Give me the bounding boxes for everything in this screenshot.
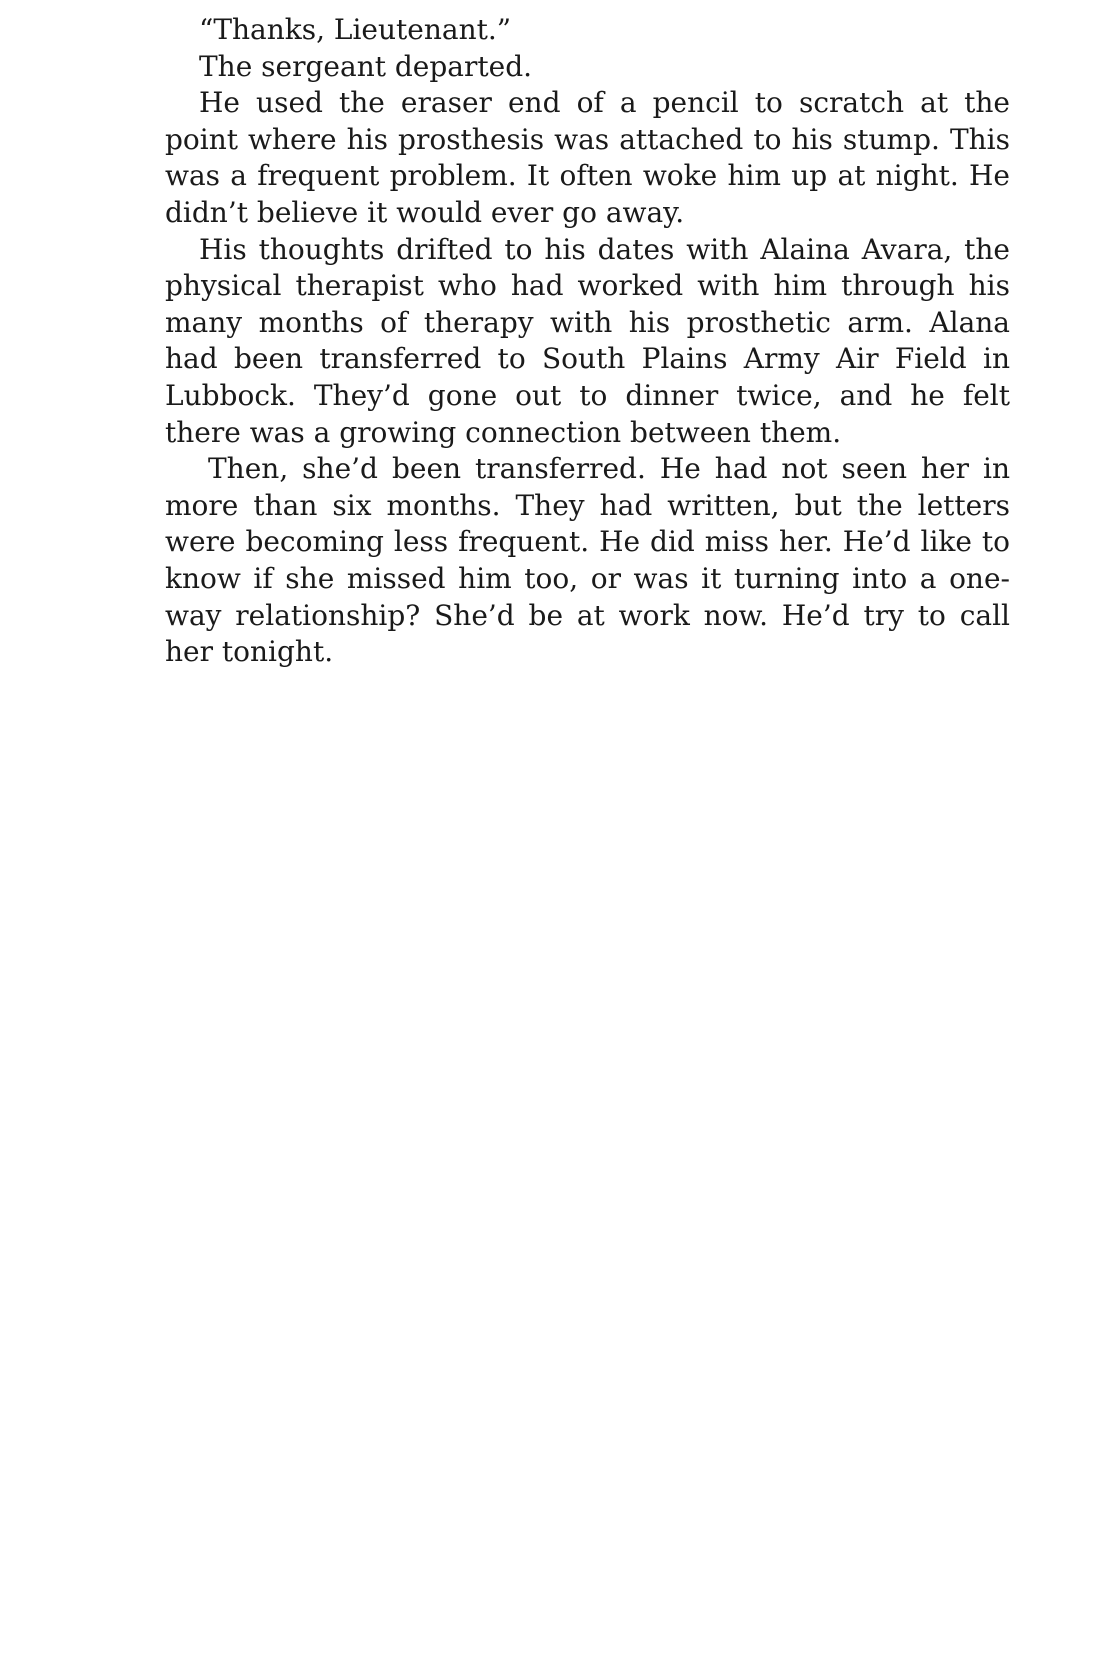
paragraph-prosthesis: He used the eraser end of a pencil to scratch at the point where his prosthesis was attached to his stump. This was a frequent problem. It often woke him up at night. He didn’t believe it would ever go away. bbox=[165, 86, 1010, 229]
paragraph-transferred: Then, she’d been transferred. He had not seen her in more than six months. They had written, but the letters were becoming less frequent. He did miss her. He’d like to know if she missed him too, or was it turning into a one-way relationship? She’d be at work now. He’d try to call her tonight. bbox=[165, 452, 1010, 669]
body-text bbox=[165, 12, 1010, 671]
paragraph-alaina: His thoughts drifted to his dates with Alaina Avara, the physical therapist who had worked with him through his many months of therapy with his prosthetic arm. Alana had been transferred to South Plains Army Air Field in Lubbock. They’d gone out to dinner twice, and he felt there was a growing connection between them. bbox=[165, 232, 1010, 449]
paragraph-sergeant-departed: The sergeant departed. bbox=[199, 49, 533, 83]
paragraph-dialogue: “Thanks, Lieutenant.” bbox=[199, 13, 512, 46]
